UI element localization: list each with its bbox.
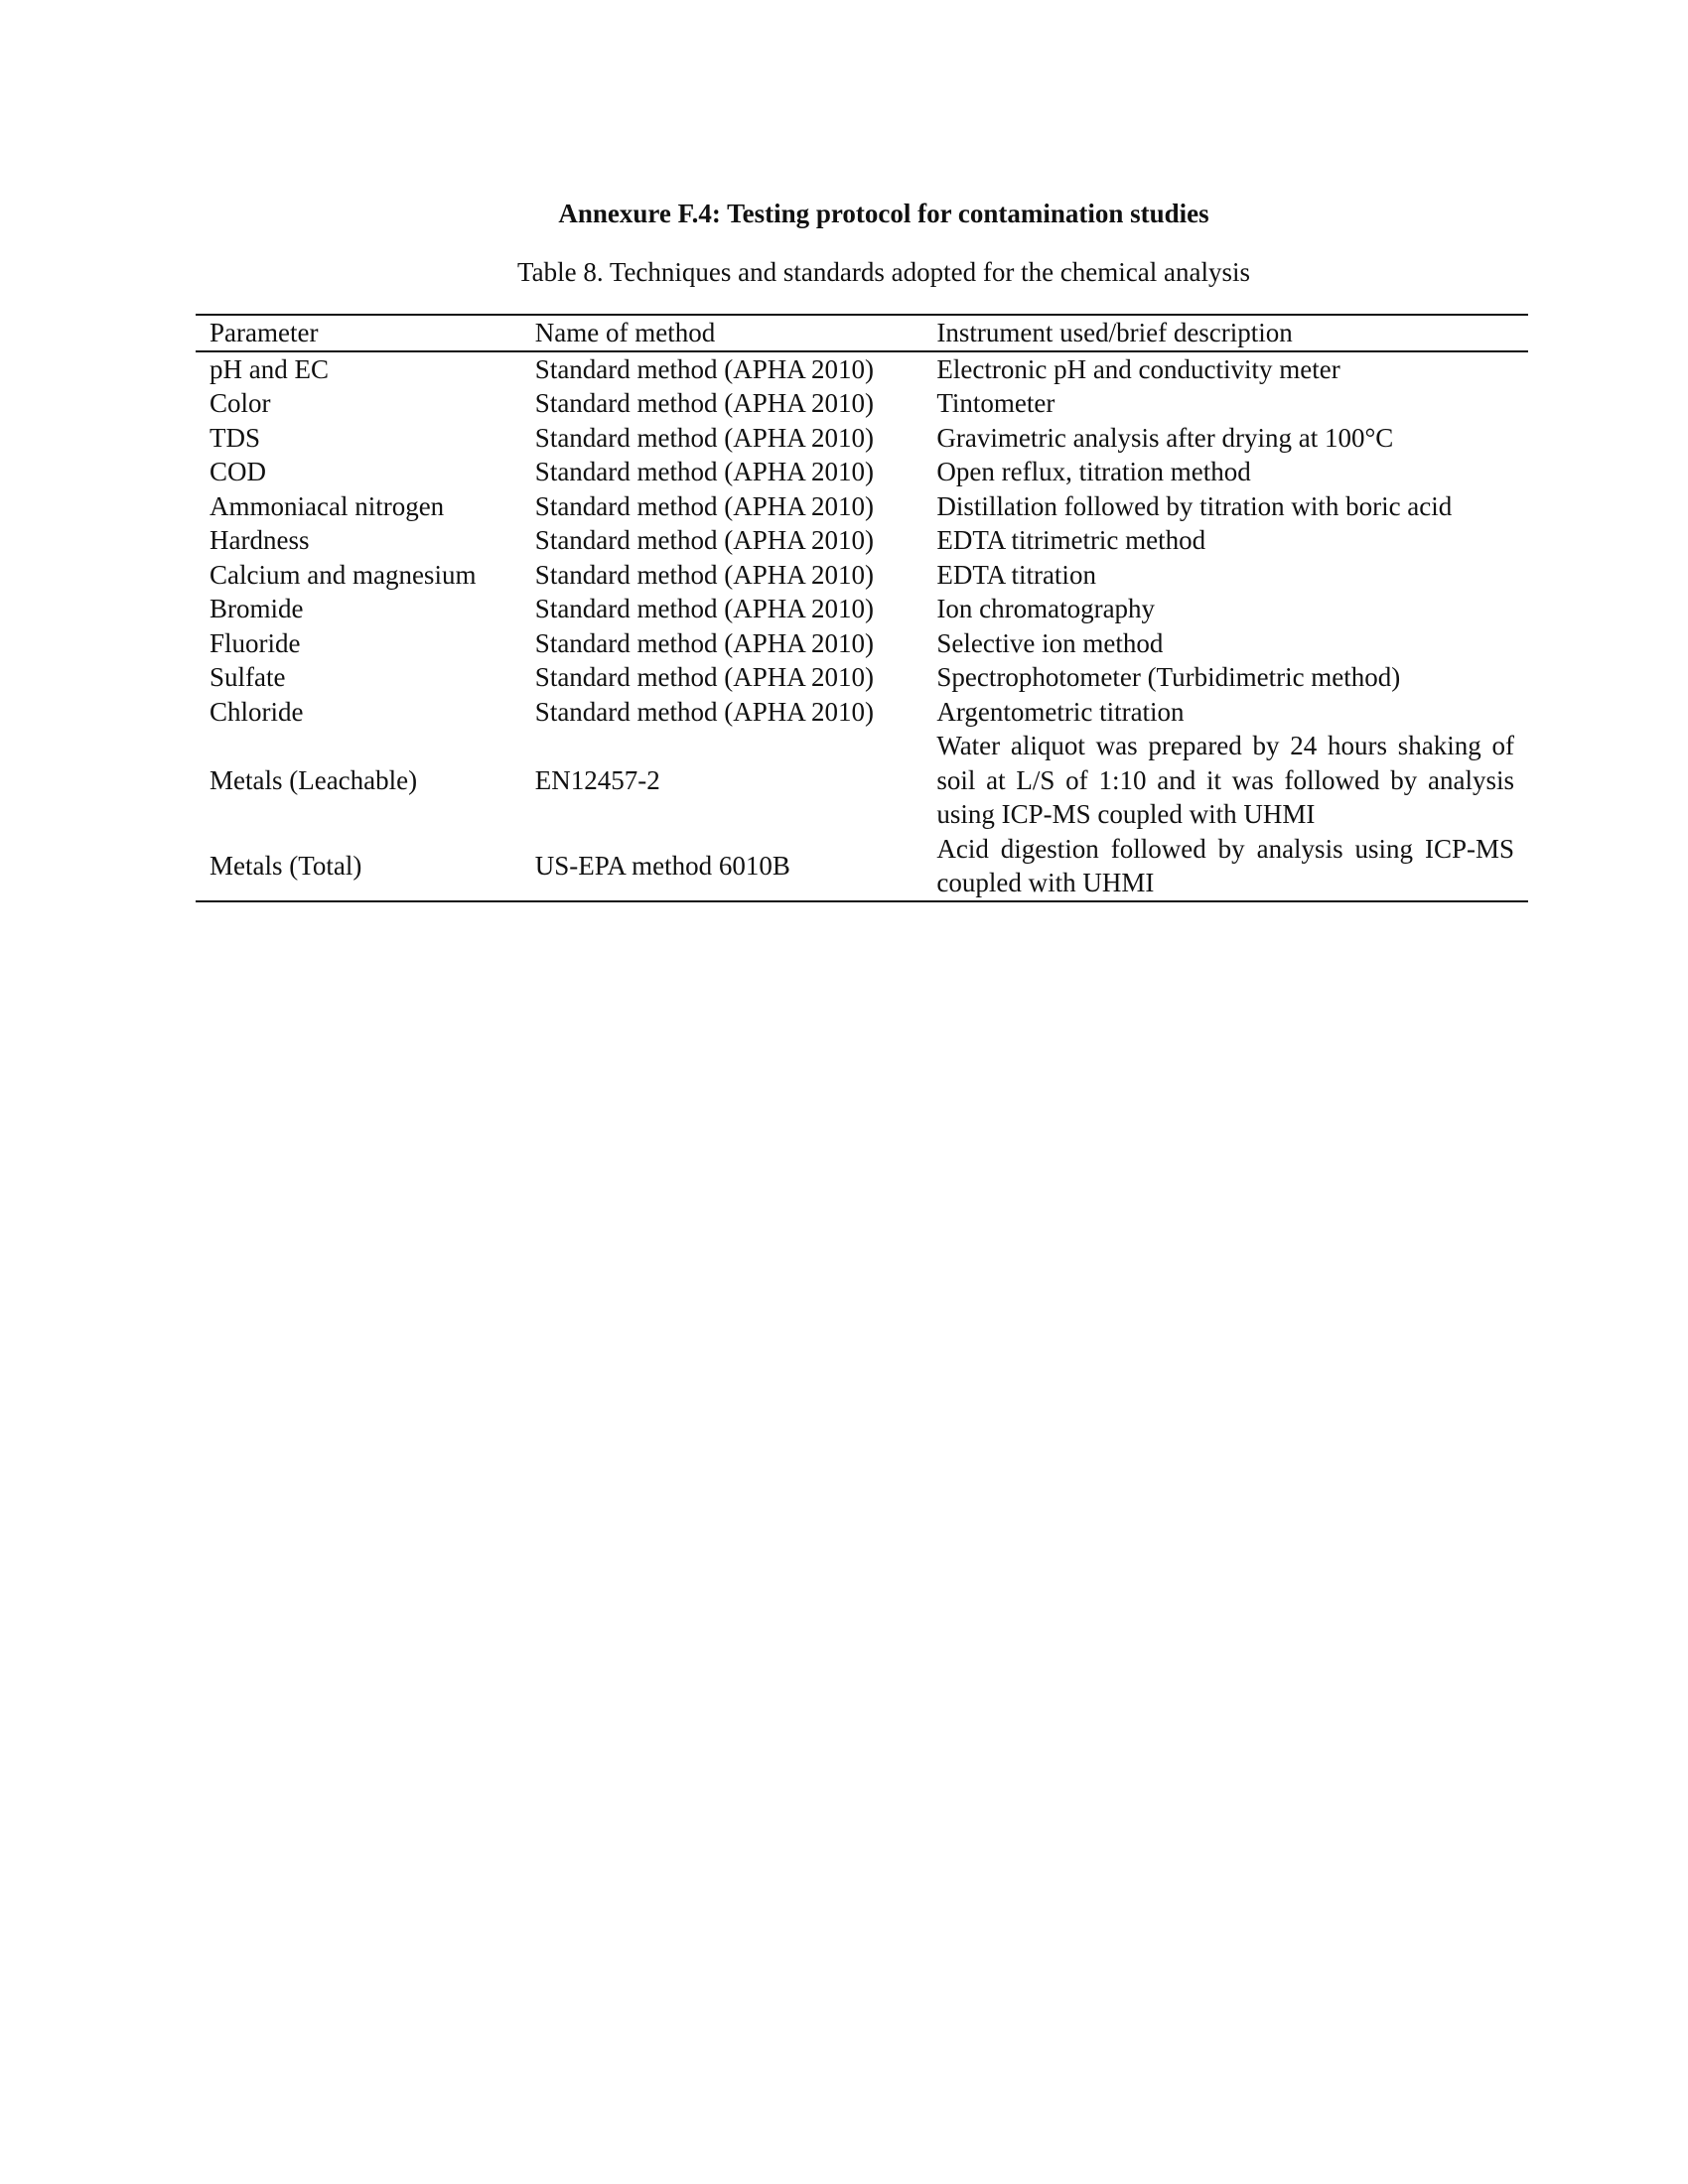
- cell-instrument: Argentometric titration: [936, 696, 1185, 727]
- cell-instrument: Acid digestion followed by analysis using ICP-MS coupled with UHMI: [936, 833, 1514, 897]
- cell-parameter: Calcium and magnesium: [210, 559, 477, 590]
- cell-instrument: Tintometer: [936, 388, 1055, 418]
- cell-parameter: Hardness: [210, 525, 310, 555]
- cell-instrument: Spectrophotometer (Turbidimetric method): [936, 662, 1401, 692]
- cell-method: Standard method (APHA 2010): [534, 662, 875, 692]
- cell-method: Standard method (APHA 2010): [534, 353, 875, 384]
- page-title: Annexure F.4: Testing protocol for contamination studies: [558, 199, 1209, 228]
- cell-method: Standard method (APHA 2010): [534, 457, 875, 486]
- cell-instrument: Gravimetric analysis after drying at 100°C: [936, 422, 1394, 453]
- cell-method: EN12457-2: [534, 764, 660, 795]
- cell-method: Standard method (APHA 2010): [534, 388, 875, 418]
- methods-table: [196, 314, 1528, 902]
- table-row: [196, 660, 1528, 695]
- table-caption: Table 8. Techniques and standards adopted for the chemical analysis: [517, 257, 1250, 287]
- cell-instrument: Open reflux, titration method: [936, 457, 1251, 486]
- cell-instrument: Distillation followed by titration with boric acid: [936, 490, 1453, 521]
- cell-instrument: EDTA titrimetric method: [936, 525, 1206, 555]
- cell-method: Standard method (APHA 2010): [534, 559, 875, 590]
- cell-parameter: Color: [210, 388, 271, 418]
- cell-parameter: TDS: [210, 422, 261, 453]
- table-row: [196, 626, 1528, 661]
- table-row: [196, 386, 1528, 421]
- cell-parameter: Chloride: [210, 696, 304, 727]
- header-method: Name of method: [534, 318, 716, 347]
- table-row: [196, 489, 1528, 524]
- cell-parameter: pH and EC: [210, 353, 329, 384]
- cell-instrument: Selective ion method: [936, 627, 1164, 658]
- header-parameter: Parameter: [210, 318, 319, 347]
- cell-instrument: Water aliquot was prepared by 24 hours shaking of soil at L/S of 1:10 and it was followed by analysis using ICP-MS coupled with UHMI: [936, 731, 1514, 829]
- table-row: [196, 832, 1528, 901]
- table-row: [196, 592, 1528, 626]
- table-row: [196, 351, 1528, 387]
- table-row: [196, 421, 1528, 456]
- cell-parameter: Metals (Total): [210, 850, 362, 881]
- table-row: [196, 729, 1528, 832]
- cell-method: Standard method (APHA 2010): [534, 422, 875, 453]
- cell-method: Standard method (APHA 2010): [534, 696, 875, 727]
- cell-parameter: Bromide: [210, 594, 304, 623]
- cell-instrument: Ion chromatography: [936, 594, 1156, 623]
- cell-method: Standard method (APHA 2010): [534, 525, 875, 555]
- cell-instrument: EDTA titration: [936, 559, 1096, 590]
- table-row: [196, 523, 1528, 558]
- cell-method: Standard method (APHA 2010): [534, 594, 875, 623]
- table-row: [196, 558, 1528, 593]
- cell-parameter: Sulfate: [210, 662, 286, 692]
- cell-method: US-EPA method 6010B: [534, 850, 790, 881]
- cell-method: Standard method (APHA 2010): [534, 490, 875, 521]
- table-row: [196, 455, 1528, 489]
- cell-parameter: Ammoniacal nitrogen: [210, 490, 445, 521]
- cell-instrument: Electronic pH and conductivity meter: [936, 353, 1340, 384]
- methods-table-container: [196, 314, 1528, 902]
- cell-method: Standard method (APHA 2010): [534, 627, 875, 658]
- header-instrument: Instrument used/brief description: [936, 318, 1293, 347]
- cell-parameter: Metals (Leachable): [210, 764, 418, 795]
- cell-parameter: COD: [210, 457, 267, 486]
- table-row: [196, 695, 1528, 730]
- table-header-row: [196, 315, 1528, 351]
- cell-parameter: Fluoride: [210, 627, 301, 658]
